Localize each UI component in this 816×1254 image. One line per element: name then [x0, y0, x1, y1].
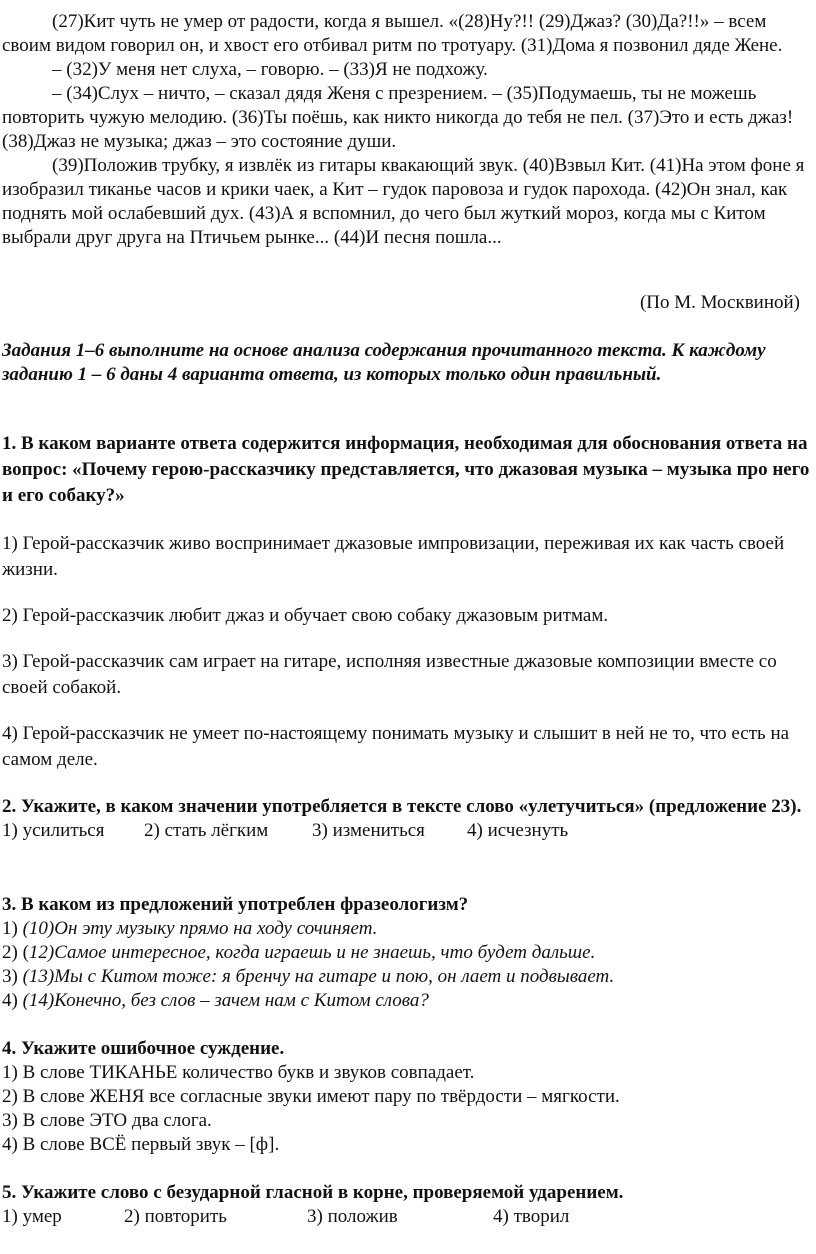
task-instructions: Задания 1–6 выполните на основе анализа содержания прочитанного текста. К каждому заданию 1 – 6 даны 4 варианта ответа, из которых только один правильный. — [2, 340, 766, 385]
question-3-option-3 — [2, 965, 810, 989]
question-4-option-4: 4) В слове ВСЁ первый звук – [ф]. — [2, 1134, 280, 1155]
option-number: 2) ( — [2, 942, 29, 963]
story-paragraph: – (32)У меня нет слуха, – говорю. – (33)Я не подхожу. — [52, 59, 488, 80]
option-text: (14)Конечно, без слов – зачем нам с Китом слова? — [22, 990, 429, 1011]
story-paragraph: (39)Положив трубку, я извлёк из гитары квакающий звук. (40)Взвыл Кит. (41)На этом фоне я изобразил тиканье часов и крики чаек, а Кит – гудок паровоза и гудок парохода. (42)Он знал, как поднять мой ослабевший дух. (43)А я вспомнил, до чего был жуткий мороз, когда мы с Китом выбрали друг друга на Птичьем рынке... (44)И песня пошла... — [2, 155, 805, 248]
question-1-title: 1. В каком варианте ответа содержится информация, необходимая для обоснования ответа на вопрос: «Почему герою-рассказчику представляется, что джазовая музыка – музыка про него и его собаку?» — [2, 433, 810, 506]
question-2-option-1: 1) усилиться — [2, 820, 105, 841]
question-2-option-2: 2) стать лёгким — [144, 820, 269, 841]
question-5-option-3: 3) положив — [307, 1206, 398, 1227]
question-2 — [2, 795, 810, 843]
question-5-title: 5. Укажите слово с безударной гласной в корне, проверяемой ударением. — [2, 1182, 624, 1203]
question-2-option-4: 4) исчезнуть — [467, 820, 569, 841]
question-5-option-2: 2) повторить — [124, 1206, 227, 1227]
question-1-option-4: 4) Герой-рассказчик не умеет по-настоящему понимать музыку и слышит в ней не то, что есть на самом деле. — [2, 723, 790, 770]
question-1-option-2: 2) Герой-рассказчик любит джаз и обучает свою собаку джазовым ритмам. — [2, 605, 609, 626]
question-1-option-1: 1) Герой-рассказчик живо воспринимает джазовые импровизации, переживая их как часть своей жизни. — [2, 533, 785, 580]
question-5-options — [2, 1205, 810, 1229]
option-number: 1) — [2, 918, 23, 939]
question-3-option-2 — [2, 941, 810, 965]
question-2-option-3: 3) измениться — [312, 820, 425, 841]
question-5 — [2, 1181, 810, 1229]
question-3-option-1 — [2, 917, 810, 941]
option-number: 3) — [2, 966, 23, 987]
option-text: (10)Он эту музыку прямо на ходу сочиняет. — [22, 918, 378, 939]
question-4-option-3: 3) В слове ЭТО два слога. — [2, 1110, 212, 1131]
question-5-option-1: 1) умер — [2, 1206, 62, 1227]
question-2-options — [2, 819, 810, 843]
question-1-option-3: 3) Герой-рассказчик сам играет на гитаре, исполняя известные джазовые композиции вместе со своей собакой. — [2, 651, 777, 698]
story-text — [2, 10, 806, 250]
story-author: (По М. Москвиной) — [639, 292, 800, 313]
story-paragraph: (27)Кит чуть не умер от радости, когда я вышел. «(28)Ну?!! (29)Джаз? (30)Да?!!» – всем своим видом говорил он, и хвост его отбивал ритм по тротуару. (31)Дома я позвонил дяде Жене. — [2, 11, 783, 56]
question-4-option-1: 1) В слове ТИКАНЬЕ количество букв и звуков совпадает. — [2, 1062, 475, 1083]
question-4 — [2, 1037, 810, 1157]
question-4-title: 4. Укажите ошибочное суждение. — [2, 1038, 285, 1059]
question-3-option-4 — [2, 989, 810, 1013]
story-paragraph: – (34)Слух – ничто, – сказал дядя Женя с презрением. – (35)Подумаешь, ты не можешь повторить чужую мелодию. (36)Ты поёшь, как никто никогда до тебя не пел. (37)Это и есть джаз! (38)Джаз не музыка; джаз – это состояние души. — [2, 83, 794, 152]
question-4-option-2: 2) В слове ЖЕНЯ все согласные звуки имеют пару по твёрдости – мягкости. — [2, 1086, 620, 1107]
option-text: 12)Самое интересное, когда играешь и не знаешь, что будет дальше. — [28, 942, 596, 963]
question-3 — [2, 893, 810, 1013]
question-5-option-4: 4) творил — [493, 1206, 570, 1227]
option-text: (13)Мы с Китом тоже: я бренчу на гитаре и пою, он лает и подвывает. — [22, 966, 615, 987]
question-3-title: 3. В каком из предложений употреблен фразеологизм? — [2, 894, 469, 915]
question-2-title: 2. Укажите, в каком значении употребляется в тексте слово «улетучиться» (предложение 23). — [2, 796, 802, 817]
option-number: 4) — [2, 990, 23, 1011]
